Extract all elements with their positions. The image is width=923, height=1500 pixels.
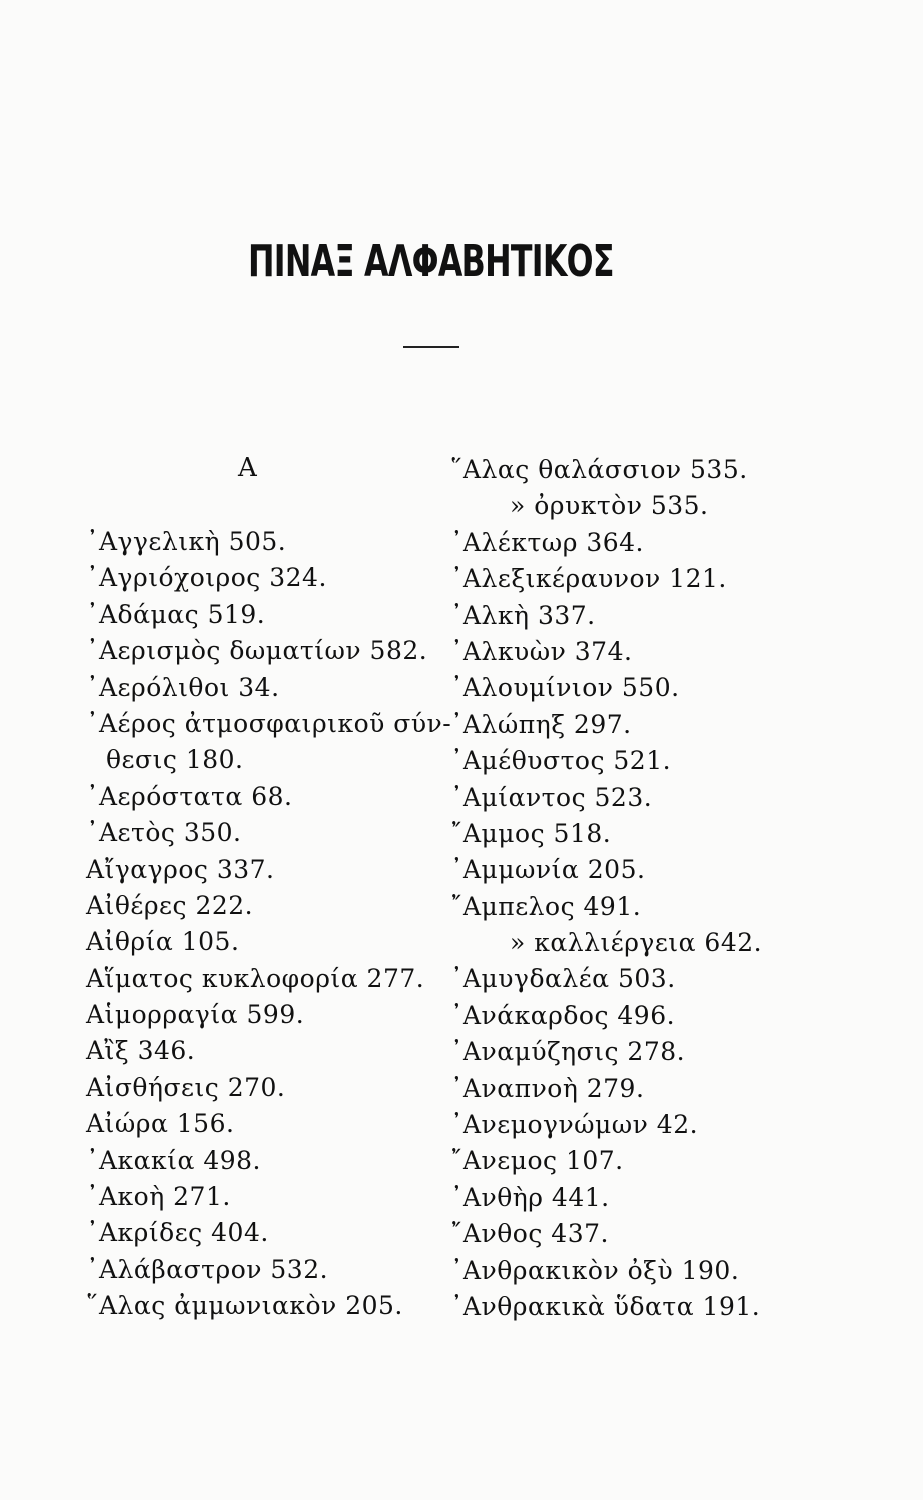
index-entry: ᾿Ακοὴ 271. xyxy=(86,1182,231,1212)
index-entry: ᾿Αέρος ἀτμοσφαιρικοῦ σύν- xyxy=(86,708,452,738)
index-entry: ᾿Αμέθυστος 521. xyxy=(450,746,672,776)
index-entry: ῞Αλας θαλάσσιον 535. xyxy=(450,455,748,484)
index-entry: ᾿Αλέκτωρ 364. xyxy=(450,527,644,557)
section-letter: Α xyxy=(238,453,257,483)
index-entry: Αἵματος κυκλοφορία 277. xyxy=(86,963,425,993)
index-entry: ῎Αμμος 518. xyxy=(450,818,612,848)
index-entry: Αἰθρία 105. xyxy=(86,927,240,957)
index-entry: ῎Αμπελος 491. xyxy=(450,891,642,921)
index-entry: Αἴγαγρος 337. xyxy=(86,854,275,884)
index-entry: ᾿Αμίαντος 523. xyxy=(450,782,653,812)
index-column-right xyxy=(450,452,762,1325)
page-title: ΠΙΝΑΞ ΑΛΦΑΒΗΤΙΚΟΣ xyxy=(248,236,614,287)
index-entry: ῎Ανθος 437. xyxy=(450,1219,609,1249)
index-entry: ᾿Ακρίδες 404. xyxy=(86,1218,269,1248)
index-entry: Αἰώρα 156. xyxy=(86,1109,235,1139)
index-entry: ᾿Ανάκαρδος 496. xyxy=(450,1000,676,1030)
index-entry: ᾿Αερισμὸς δωματίων 582. xyxy=(86,636,428,666)
index-entry: Αἲξ 346. xyxy=(86,1036,196,1066)
index-entry: ῎Ανεμος 107. xyxy=(450,1146,624,1176)
index-entry: ᾿Αερόστατα 68. xyxy=(86,781,293,811)
index-entry: ᾿Αλκὴ 337. xyxy=(450,600,596,630)
index-entry: » ὀρυκτὸν 535. xyxy=(510,491,709,521)
index-entry: ᾿Αλουμίνιον 550. xyxy=(450,673,680,703)
index-entry: ᾿Ανεμογνώμων 42. xyxy=(450,1110,699,1140)
index-entry: ᾿Αγγελικὴ 505. xyxy=(86,527,287,556)
index-entry: ᾿Αερόλιθοι 34. xyxy=(86,672,280,702)
index-entry: ᾿Αναμύζησις 278. xyxy=(450,1037,686,1067)
index-entry: Αἱμορραγία 599. xyxy=(86,1000,305,1030)
index-entry: θεσις 180. xyxy=(106,745,244,775)
index-entry: » καλλιέργεια 642. xyxy=(510,928,763,958)
index-entry: ᾿Αμμωνία 205. xyxy=(450,855,646,885)
index-entry: Αἰθέρες 222. xyxy=(86,890,254,920)
index-entry: ᾿Αλεξικέραυνον 121. xyxy=(450,564,727,594)
index-entry: ῞Αλας ἀμμωνιακὸν 205. xyxy=(86,1291,403,1321)
index-entry: ᾿Αδάμας 519. xyxy=(86,599,266,629)
index-entry: ᾿Αναπνοὴ 279. xyxy=(450,1073,645,1103)
index-entry: ᾿Ανθὴρ 441. xyxy=(450,1182,610,1212)
index-entry: ᾿Αλώπηξ 297. xyxy=(450,709,632,739)
index-entry: ᾿Αλάβαστρον 532. xyxy=(86,1254,329,1284)
title-rule xyxy=(403,346,459,348)
index-entry: ᾿Αλκυὼν 374. xyxy=(450,636,633,666)
index-entry: ᾿Ανθρακικὸν ὀξὺ 190. xyxy=(450,1255,740,1285)
index-column-left xyxy=(86,524,451,1325)
index-entry: Αἰσθήσεις 270. xyxy=(86,1072,286,1102)
index-entry: ᾿Αμυγδαλέα 503. xyxy=(450,964,676,994)
index-entry: ᾿Ανθρακικὰ ὕδατα 191. xyxy=(450,1291,761,1321)
index-entry: ᾿Ακακία 498. xyxy=(86,1145,261,1175)
index-entry: ᾿Αγριόχοιρος 324. xyxy=(86,563,327,593)
index-entry: ᾿Αετὸς 350. xyxy=(86,818,242,848)
